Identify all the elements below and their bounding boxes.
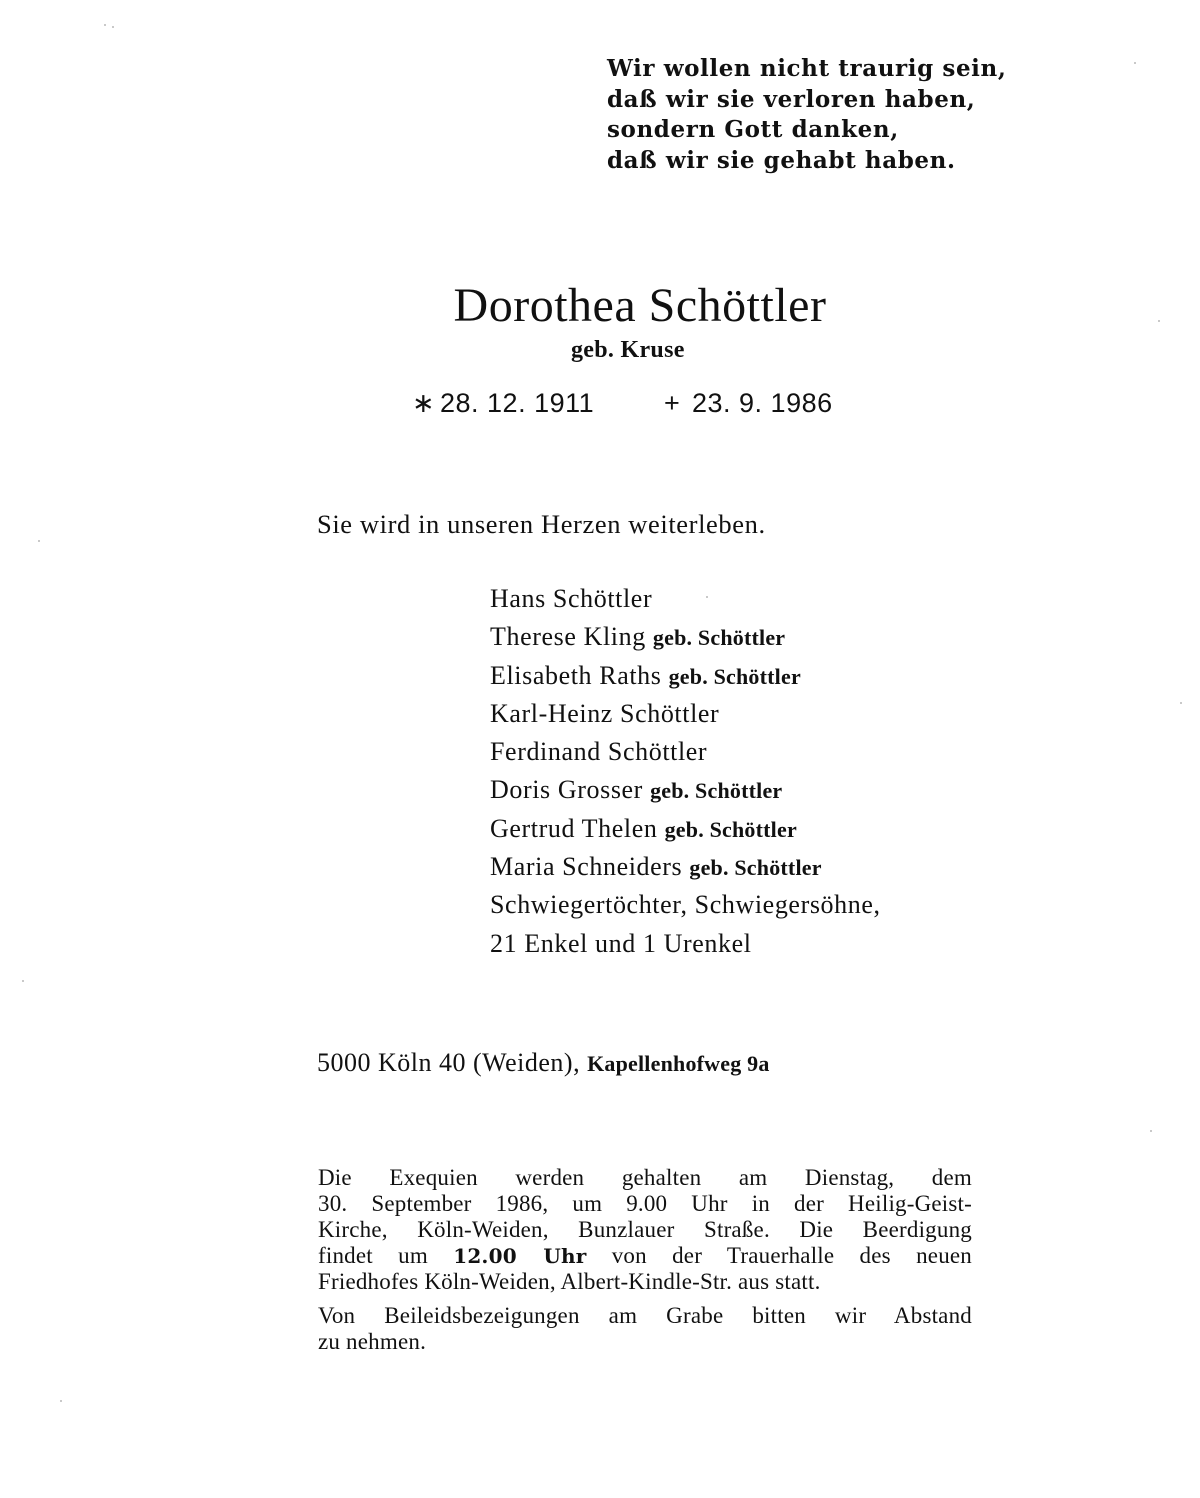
mourner-suffix: geb. Schöttler (652, 625, 786, 651)
notice-text: von der Trauerhalle des neuen (611, 1243, 973, 1268)
motto-verse (607, 54, 1006, 176)
burial-time: 12.00 Uhr (453, 1244, 587, 1268)
mourner-name: Doris Grosser (490, 775, 643, 805)
mourner-item (490, 733, 881, 771)
notice-text: findet um (318, 1243, 428, 1268)
mourner-item (490, 925, 881, 963)
mourner-item (490, 848, 881, 886)
speck (22, 980, 24, 982)
mourner-name: Therese Kling (490, 622, 646, 652)
speck (38, 540, 40, 542)
speck (60, 1400, 62, 1402)
mourner-name: 21 Enkel und 1 Urenkel (490, 928, 752, 958)
speck (1180, 702, 1182, 704)
mourner-item (490, 580, 881, 618)
mourner-name: Schwiegertöchter, Schwiegersöhne, (490, 890, 881, 920)
address (317, 1048, 770, 1078)
mourner-item (490, 657, 881, 695)
paragraph-gap (318, 1295, 972, 1303)
mourner-item (490, 886, 881, 924)
mourner-name: Maria Schneiders (490, 852, 683, 882)
birth-date: 28. 12. 1911 (440, 388, 595, 418)
cross-death-icon: + (664, 388, 681, 418)
speck (1134, 62, 1136, 64)
motto-line: daß wir sie gehabt haben. (607, 146, 956, 174)
mourner-suffix: geb. Schöttler (689, 855, 822, 881)
mourner-name: Gertrud Thelen (490, 813, 658, 843)
asterisk-birth-icon: ∗ (412, 388, 436, 418)
speck (1150, 1130, 1152, 1132)
motto-line: sondern Gott danken, (607, 116, 899, 143)
address-city: 5000 Köln 40 (Weiden), (317, 1048, 581, 1077)
death-date: 23. 9. 1986 (692, 388, 833, 418)
motto-line: daß wir sie verloren haben, (607, 85, 976, 113)
mourner-item (490, 695, 881, 733)
notice-line: Die Exequien werden gehalten am Dienstag, dem (318, 1165, 972, 1190)
speck (104, 24, 106, 26)
funeral-notice (318, 1165, 972, 1355)
mourner-suffix: geb. Schöttler (664, 816, 797, 842)
death-date-line (664, 388, 833, 419)
mourner-name: Ferdinand Schöttler (490, 737, 708, 767)
mourner-suffix: geb. Schöttler (668, 663, 801, 689)
mourner-suffix: geb. Schöttler (650, 778, 783, 804)
deceased-name: Dorothea Schöttler (453, 279, 827, 332)
notice-line: zu nehmen. (318, 1329, 427, 1354)
notice-line (318, 1243, 972, 1269)
birth-date-line (412, 388, 594, 419)
mourner-name: Karl-Heinz Schöttler (490, 698, 720, 728)
mourner-name: Hans Schöttler (490, 584, 653, 613)
mourner-item (490, 771, 881, 809)
motto-line: Wir wollen nicht traurig sein, (607, 55, 1007, 82)
speck (112, 26, 114, 28)
notice-line: Friedhofes Köln-Weiden, Albert-Kindle-Str. aus statt. (318, 1269, 821, 1294)
mourner-item (490, 618, 881, 656)
maiden-name: geb. Kruse (571, 337, 685, 363)
tagline: Sie wird in unseren Herzen weiterleben. (317, 509, 766, 539)
notice-line: 30. September 1986, um 9.00 Uhr in der Heilig-Geist- (318, 1191, 972, 1216)
mourner-name: Elisabeth Raths (490, 660, 662, 690)
mourner-item (490, 810, 881, 848)
mourners-list (490, 580, 881, 963)
notice-line: Kirche, Köln-Weiden, Bunzlauer Straße. Die Beerdigung (318, 1217, 972, 1242)
address-street: Kapellenhofweg 9a (587, 1051, 770, 1076)
notice-line: Von Beileidsbezeigungen am Grabe bitten wir Abstand (318, 1303, 972, 1328)
